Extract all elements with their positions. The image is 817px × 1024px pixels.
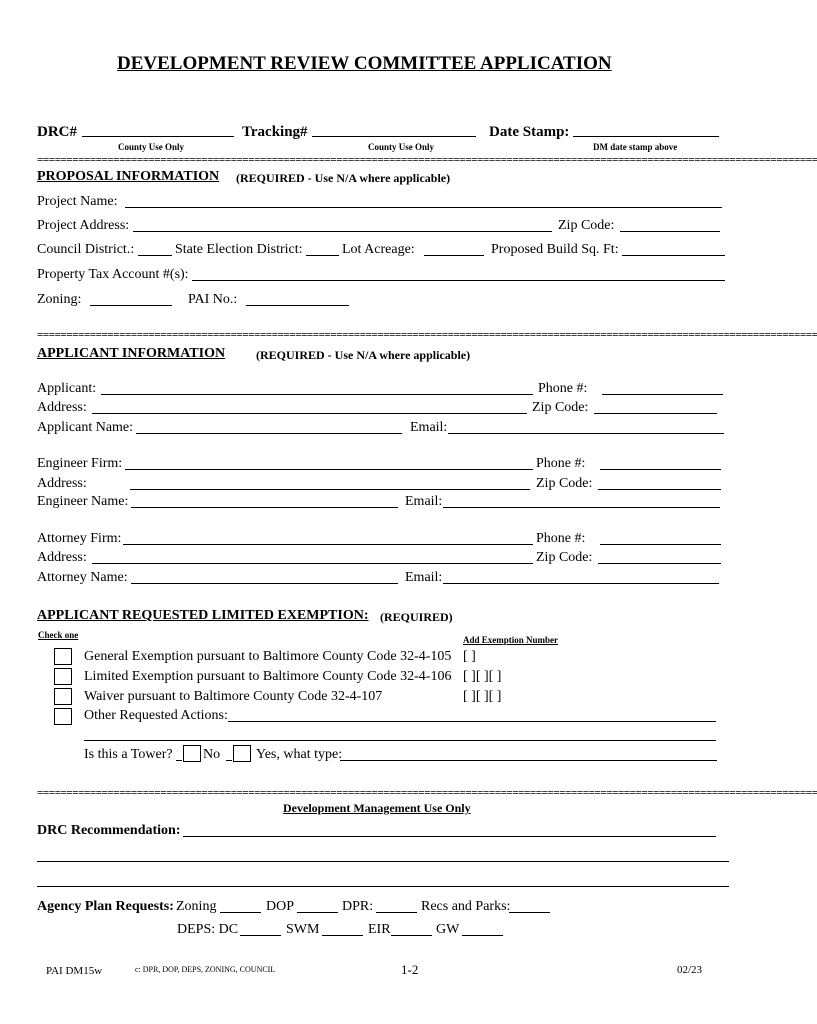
other-actions-field-2[interactable] [84,740,716,741]
engineer-email-field[interactable] [443,507,720,508]
build-sqft-label: Proposed Build Sq. Ft: [491,242,619,257]
applicant-address-field[interactable] [92,413,527,414]
agency-gw-label: GW [436,922,460,937]
other-actions-label: Other Requested Actions: [84,708,228,723]
engineer-address-label: Address: [37,476,87,491]
agency-recs-parks-field[interactable] [509,912,550,913]
tower-yes-checkbox[interactable] [233,745,251,762]
date-stamp-label: Date Stamp: [489,124,570,140]
engineer-name-field[interactable] [131,507,398,508]
general-exemption-label: General Exemption pursuant to Baltimore County Code 32-4-105 [84,649,452,664]
drc-field[interactable] [82,136,234,137]
separator: ===================================================================================================================================== [37,787,817,799]
attorney-email-label: Email: [405,570,443,585]
attorney-zip-label: Zip Code: [536,550,593,565]
attorney-phone-field[interactable] [600,544,721,545]
tracking-note: County Use Only [368,142,435,152]
pai-no-label: PAI No.: [188,292,238,307]
lot-acreage-field[interactable] [424,255,484,256]
revision-date: 02/23 [677,964,703,976]
limited-exemption-number[interactable]: [ ][ ][ ] [463,669,502,684]
attorney-firm-field[interactable] [123,544,533,545]
council-district-label: Council District.: [37,242,135,257]
applicant-email-field[interactable] [448,433,724,434]
agency-eir-label: EIR [368,922,391,937]
attorney-address-label: Address: [37,550,87,565]
dm-use-heading: Development Management Use Only [283,801,471,815]
drc-label: DRC# [37,124,77,140]
applicant-name-label: Applicant Name: [37,420,134,435]
zoning-field[interactable] [90,305,172,306]
applicant-phone-label: Phone #: [538,381,588,396]
engineer-firm-label: Engineer Firm: [37,456,123,471]
agency-swm-field[interactable] [322,935,363,936]
engineer-phone-field[interactable] [600,469,721,470]
agency-zoning-field[interactable] [220,912,261,913]
build-sqft-field[interactable] [622,255,725,256]
separator: ===================================================================================================================================== [37,154,817,166]
zoning-label: Zoning: [37,292,82,307]
agency-deps-dc-field[interactable] [240,935,281,936]
tower-yes-blank [226,760,232,761]
check-one-label: Check one [38,630,79,640]
agency-eir-field[interactable] [391,935,432,936]
pai-no-field[interactable] [246,305,349,306]
council-district-field[interactable] [138,255,172,256]
engineer-phone-label: Phone #: [536,456,586,471]
tower-question-label: Is this a Tower? [84,747,173,762]
engineer-name-label: Engineer Name: [37,494,129,509]
waiver-number[interactable]: [ ][ ][ ] [463,689,502,704]
attorney-name-field[interactable] [131,583,398,584]
applicant-heading: APPLICANT INFORMATION [37,346,226,361]
attorney-email-field[interactable] [443,583,719,584]
form-title: DEVELOPMENT REVIEW COMMITTEE APPLICATION [117,53,612,74]
agency-dop-field[interactable] [297,912,338,913]
attorney-name-label: Attorney Name: [37,570,128,585]
applicant-email-label: Email: [410,420,448,435]
property-tax-field[interactable] [192,280,725,281]
tower-yes-label: Yes, what type: [256,747,343,762]
engineer-email-label: Email: [405,494,443,509]
state-election-district-field[interactable] [306,255,339,256]
tower-no-checkbox[interactable] [183,745,201,762]
engineer-zip-field[interactable] [598,489,721,490]
other-actions-field[interactable] [228,721,716,722]
date-stamp-note: DM date stamp above [593,142,678,152]
form-id: PAI DM15w [46,965,103,977]
agency-swm-label: SWM [286,922,320,937]
proposal-heading: PROPOSAL INFORMATION [37,169,220,184]
limited-exemption-checkbox[interactable] [54,668,72,685]
limited-exemption-label: Limited Exemption pursuant to Baltimore County Code 32-4-106 [84,669,452,684]
other-actions-checkbox[interactable] [54,708,72,725]
applicant-zip-label: Zip Code: [532,400,589,415]
engineer-firm-field[interactable] [125,469,533,470]
separator: ===================================================================================================================================== [37,329,817,341]
agency-plan-requests-label: Agency Plan Requests: [37,899,174,914]
exemption-required: (REQUIRED) [380,610,453,624]
drc-recommendation-field-2[interactable] [37,861,729,862]
project-name-label: Project Name: [37,194,118,209]
tracking-label: Tracking# [242,124,308,140]
drc-recommendation-field-3[interactable] [37,886,729,887]
applicant-address-label: Address: [37,400,87,415]
state-election-district-label: State Election District: [175,242,303,257]
project-zip-label: Zip Code: [558,218,615,233]
agency-deps-dc-label: DEPS: DC [177,922,239,937]
agency-dpr-label: DPR: [342,899,374,914]
applicant-phone-field[interactable] [602,394,723,395]
tracking-field[interactable] [312,136,476,137]
agency-dop-label: DOP [266,899,295,914]
general-exemption-checkbox[interactable] [54,648,72,665]
drc-recommendation-label: DRC Recommendation: [37,823,181,838]
project-name-field[interactable] [125,207,722,208]
agency-recs-parks-label: Recs and Parks: [421,899,511,914]
agency-dpr-field[interactable] [376,912,417,913]
project-zip-field[interactable] [620,231,720,232]
project-address-label: Project Address: [37,218,130,233]
project-address-field[interactable] [133,231,552,232]
waiver-checkbox[interactable] [54,688,72,705]
lot-acreage-label: Lot Acreage: [342,242,415,257]
applicant-zip-field[interactable] [594,413,717,414]
applicant-label: Applicant: [37,381,97,396]
page-number: 1-2 [401,962,419,977]
general-exemption-number[interactable]: [ ] [463,649,476,664]
drc-recommendation-field[interactable] [183,836,716,837]
applicant-name-field[interactable] [136,433,402,434]
waiver-label: Waiver pursuant to Baltimore County Code 32-4-107 [84,689,383,704]
tower-no-blank [176,760,182,761]
property-tax-label: Property Tax Account #(s): [37,267,189,282]
date-stamp-field[interactable] [573,136,719,137]
engineer-zip-label: Zip Code: [536,476,593,491]
attorney-address-field[interactable] [92,563,533,564]
cc-list: c: DPR, DOP, DEPS, ZONING, COUNCIL [135,965,276,974]
proposal-required: (REQUIRED - Use N/A where applicable) [236,171,451,185]
applicant-required: (REQUIRED - Use N/A where applicable) [256,348,471,362]
attorney-phone-label: Phone #: [536,531,586,546]
attorney-firm-label: Attorney Firm: [37,531,122,546]
drc-note: County Use Only [118,142,185,152]
add-exemption-number-label: Add Exemption Number [463,635,559,645]
tower-no-label: No [203,747,221,762]
tower-type-field[interactable] [340,760,717,761]
applicant-field[interactable] [101,394,533,395]
agency-zoning-label: Zoning [176,899,217,914]
agency-gw-field[interactable] [462,935,503,936]
engineer-address-field[interactable] [130,489,530,490]
exemption-heading: APPLICANT REQUESTED LIMITED EXEMPTION: [37,608,369,623]
attorney-zip-field[interactable] [598,563,721,564]
